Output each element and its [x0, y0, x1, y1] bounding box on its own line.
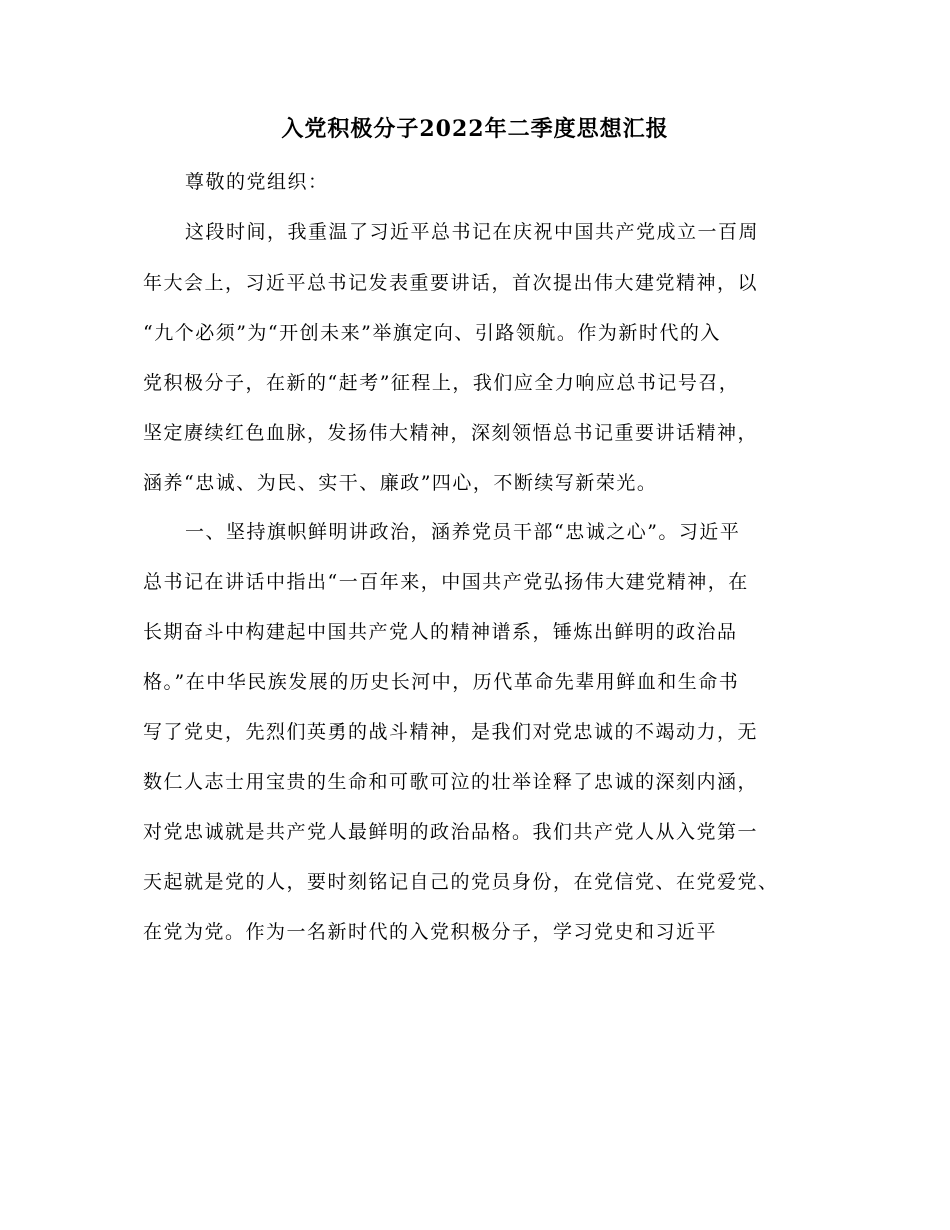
paragraph-line: 数仁人志士用宝贵的生命和可歌可泣的壮举诠释了忠诚的深刻内涵， [143, 771, 759, 793]
paragraph-line: “九个必须”为“开创未来”举旗定向、引路领航。作为新时代的入 [143, 322, 721, 344]
paragraph-line: 年大会上，习近平总书记发表重要讲话，首次提出伟大建党精神，以 [143, 272, 759, 294]
paragraph-line: 天起就是党的人，要时刻铭记自己的党员身份，在党信党、在党爱党、 [143, 871, 779, 893]
paragraph-line: 格。”在中华民族发展的历史长河中，历代革命先辈用鲜血和生命书 [143, 671, 740, 693]
paragraph-line: 这段时间，我重温了习近平总书记在庆祝中国共产党成立一百周 [185, 221, 760, 243]
paragraph-line: 长期奋斗中构建起中国共产党人的精神谱系，锤炼出鲜明的政治品 [143, 621, 738, 643]
document-title: 入党积极分子2022年二季度思想汇报 [281, 116, 669, 142]
paragraph-line: 坚定赓续红色血脉，发扬伟大精神，深刻领悟总书记重要讲话精神， [143, 422, 759, 444]
salutation: 尊敬的党组织： [185, 171, 329, 193]
paragraph-line: 一、坚持旗帜鲜明讲政治，涵养党员干部“忠诚之心”。习近平 [185, 521, 741, 543]
paragraph-line: 涵养“忠诚、为民、实干、廉政”四心，不断续写新荣光。 [143, 472, 658, 494]
paragraph-line: 党积极分子，在新的“赶考”征程上，我们应全力响应总书记号召， [143, 372, 740, 394]
paragraph-line: 写了党史，先烈们英勇的战斗精神，是我们对党忠诚的不竭动力，无 [143, 721, 759, 743]
paragraph-line: 在党为党。作为一名新时代的入党积极分子，学习党史和习近平 [143, 921, 718, 943]
paragraph-line: 总书记在讲话中指出“一百年来，中国共产党弘扬伟大建党精神，在 [143, 571, 749, 593]
paragraph-line: 对党忠诚就是共产党人最鲜明的政治品格。我们共产党人从入党第一 [143, 821, 759, 843]
